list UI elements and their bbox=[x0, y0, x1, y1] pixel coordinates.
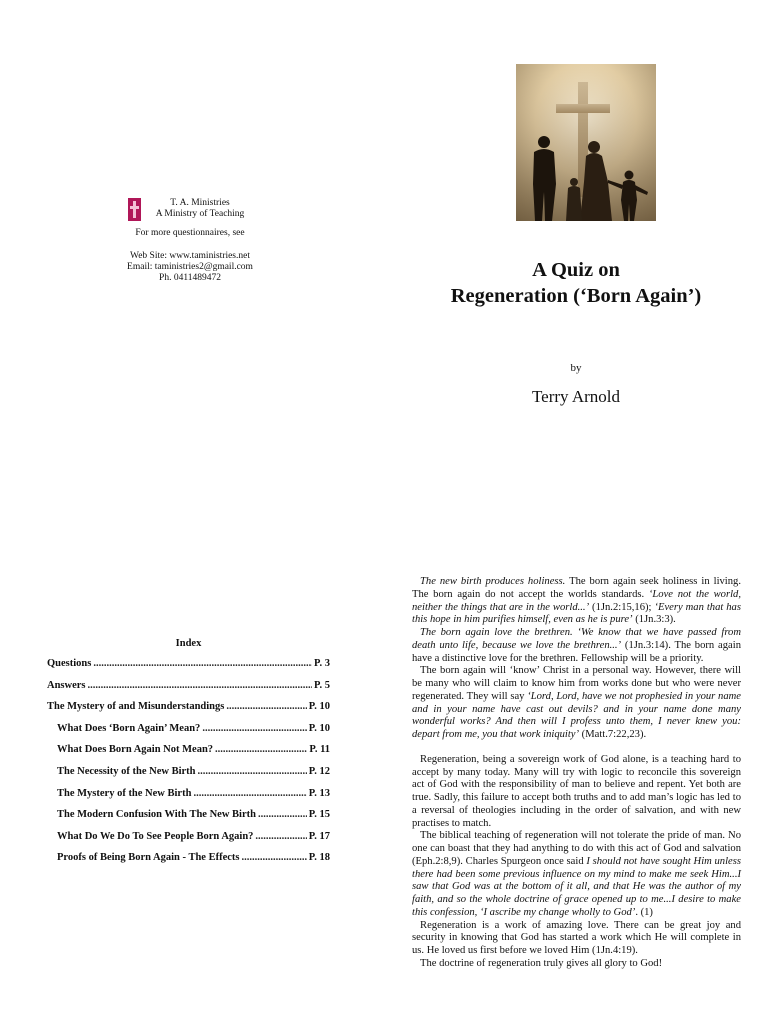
by-label: by bbox=[570, 362, 582, 374]
index-section bbox=[47, 638, 330, 874]
paragraph-glory-to-god: The doctrine of regeneration truly gives all glory to God! bbox=[420, 957, 663, 969]
index-item-questions: Questions ..... P. 3 bbox=[47, 658, 330, 680]
cross-family-image bbox=[516, 64, 656, 221]
index-item-mystery-misunderstandings: The Mystery of and Misunderstandings ..... P. 10 bbox=[47, 701, 330, 723]
paragraph-holiness: The new birth produces holiness. The born again seek holiness in living. The born again do not accept the worlds standards. ‘Love not the world, neither the things that are in the world...’ (1Jn.2:15,16); ‘Every man that has this hope in him purifies himself, even as he is pure’ (1Jn.3:3). bbox=[412, 576, 741, 626]
org-name: T. A. Ministries bbox=[170, 198, 230, 208]
document-title bbox=[400, 257, 752, 309]
website-text: Web Site: www.taministries.net bbox=[130, 251, 250, 261]
index-item-answers: Answers ..... P. 5 bbox=[47, 680, 330, 702]
paragraph-sovereign-work: Regeneration, being a sovereign work of God alone, is a teaching hard to accept by many today. Many will try with logic to reconcile this sovereign act of God with the responsibility of man to believe and repent. Yet both are true. Sadly, this failure to accept both truths and to add man’s logic has led to a reversal of theologies including in the order of salvation, and with new practises to match. bbox=[412, 753, 741, 829]
cross-logo-icon bbox=[128, 198, 141, 221]
org-heading bbox=[110, 198, 270, 222]
index-item-born-again-not-mean: What Does Born Again Not Mean? ..... P. 11 bbox=[47, 744, 330, 766]
cover-photo bbox=[516, 64, 656, 221]
index-item-mystery-new-birth: The Mystery of the New Birth ..... P. 13 bbox=[47, 788, 330, 810]
title-line-2: Regeneration (‘Born Again’) bbox=[450, 285, 702, 307]
paragraph-know-christ: The born again will ‘know’ Christ in a personal way. However, there will be many who will claim to know him from works done but who were never regenerated. They will say ‘Lord, Lord, have we not prophesied in your name and in your name have cast out devils? and in your name done many wonderful works? And then will I profess unto them, I never knew you: depart from me, you that work iniquity’ (Matt.7:22,23). bbox=[412, 665, 741, 740]
contact-block bbox=[110, 198, 270, 284]
email-text: Email: taministries2@gmail.com bbox=[127, 262, 253, 272]
index-title: Index bbox=[175, 638, 202, 649]
index-item-modern-confusion: The Modern Confusion With The New Birth ..... P. 15 bbox=[47, 809, 330, 831]
org-tagline: A Ministry of Teaching bbox=[155, 209, 245, 219]
author-name: Terry Arnold bbox=[531, 387, 621, 406]
more-info-text: For more questionnaires, see bbox=[135, 228, 245, 238]
body-text bbox=[412, 576, 741, 971]
paragraph-pride-of-man: The biblical teaching of regeneration will not tolerate the pride of man. No one can boast that they had anything to do with this act of God and salvation (Eph.2:8,9). Charles Spurgeon once said I should not have sought Him unless there had been some previous influence on my mind to make me seek Him...I saw that God was at the bottom of it all, and that He was the author of my faith, and so the whole doctrine of grace opened up to me...I desire to make this confession, ‘I ascribe my change wholly to God’. (1) bbox=[412, 830, 741, 918]
phone-text: Ph. 0411489472 bbox=[159, 273, 221, 283]
paragraph-amazing-love: Regeneration is a work of amazing love. There can be great joy and security in knowing that God has started a work which He will complete in us. He loved us first before we loved Him (1Jn.4:19). bbox=[412, 919, 741, 956]
title-line-1: A Quiz on bbox=[532, 259, 620, 281]
paragraph-love-brethren: The born again love the brethren. ‘We know that we have passed from death unto life, because we love the brethren...’ (1Jn.3:14). The born again have a distinctive love for the brethren. Fellowship will be a priority. bbox=[412, 627, 742, 664]
index-item-proofs: Proofs of Being Born Again - The Effects ..... P. 18 bbox=[47, 852, 330, 874]
index-item-what-do-we-do: What Do We Do To See People Born Again? ..... P. 17 bbox=[47, 831, 330, 853]
index-item-necessity: The Necessity of the New Birth ..... P. 12 bbox=[47, 766, 330, 788]
index-item-born-again-mean: What Does ‘Born Again’ Mean? ..... P. 10 bbox=[47, 723, 330, 745]
